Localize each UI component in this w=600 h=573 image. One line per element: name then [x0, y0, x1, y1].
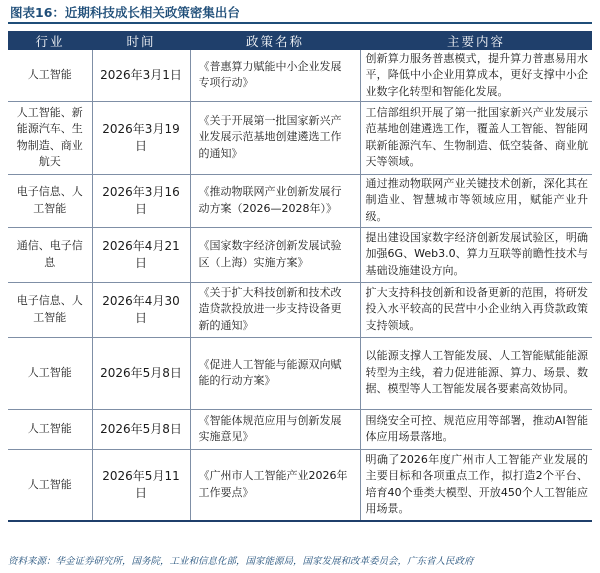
cell-date: 2026年4月21日	[92, 227, 190, 282]
policy-table	[8, 31, 592, 522]
cell-industry: 人工智能	[8, 449, 92, 521]
cell-content: 工信部组织开展了第一批国家新兴产业发展示范基地创建遴选工作，覆盖人工智能、智能网联新能源汽车、生物制造、低空装备、商业航天等领域。	[360, 101, 592, 174]
cell-industry: 人工智能	[8, 337, 92, 409]
table-row	[8, 101, 592, 174]
cell-industry: 人工智能、新能源汽车、生物制造、商业航天	[8, 101, 92, 174]
table-row	[8, 449, 592, 521]
table-row	[8, 409, 592, 449]
cell-date: 2026年5月11日	[92, 449, 190, 521]
cell-industry: 通信、电子信息	[8, 227, 92, 282]
cell-content: 提出建设国家数字经济创新发展试验区，明确加强6G、Web3.0、算力互联等前瞻性技术与基础设施建设方向。	[360, 227, 592, 282]
table-row	[8, 337, 592, 409]
source-note: 资料来源：华金证券研究所，国务院，工业和信息化部，国家能源局，国家发展和改革委员会，广东省人民政府	[8, 556, 474, 567]
header-date: 时间	[92, 31, 190, 50]
figure-title: 图表16：近期科技成长相关政策密集出台	[10, 5, 240, 20]
table-header-row	[8, 31, 592, 50]
table-row	[8, 174, 592, 227]
cell-date: 2026年3月16日	[92, 174, 190, 227]
cell-content: 围绕安全可控、规范应用等部署，推动AI智能体应用场景落地。	[360, 409, 592, 449]
cell-policy: 《关于开展第一批国家新兴产业发展示范基地创建遴选工作的通知》	[190, 101, 360, 174]
header-industry: 行业	[8, 31, 92, 50]
cell-date: 2026年4月30日	[92, 282, 190, 337]
header-policy: 政策名称	[190, 31, 360, 50]
cell-policy: 《关于扩大科技创新和技术改造贷款投放进一步支持设备更新的通知》	[190, 282, 360, 337]
header-content: 主要内容	[360, 31, 592, 50]
cell-content: 通过推动物联网产业关键技术创新，深化其在制造业、智慧城市等领域应用，赋能产业升级。	[360, 174, 592, 227]
cell-date: 2026年3月1日	[92, 50, 190, 101]
cell-content: 扩大支持科技创新和设备更新的范围，将研发投入水平较高的民营中小企业纳入再贷款政策支持领域。	[360, 282, 592, 337]
cell-policy: 《促进人工智能与能源双向赋能的行动方案》	[190, 337, 360, 409]
cell-industry: 人工智能	[8, 50, 92, 101]
table-row	[8, 227, 592, 282]
cell-policy: 《广州市人工智能产业2026年工作要点》	[190, 449, 360, 521]
cell-date: 2026年5月8日	[92, 409, 190, 449]
figure-title-bar	[8, 0, 592, 24]
cell-date: 2026年3月19日	[92, 101, 190, 174]
cell-content: 以能源支撑人工智能发展、人工智能赋能能源转型为主线，着力促进能源、算力、场景、数据、模型等人工智能发展各要素高效协同。	[360, 337, 592, 409]
table-row	[8, 282, 592, 337]
cell-industry: 电子信息、人工智能	[8, 174, 92, 227]
cell-policy: 《智能体规范应用与创新发展实施意见》	[190, 409, 360, 449]
cell-policy: 《推动物联网产业创新发展行动方案（2026—2028年）》	[190, 174, 360, 227]
cell-content: 创新算力服务普惠模式，提升算力普惠易用水平，降低中小企业用算成本，更好支撑中小企业数字化转型和智能化发展。	[360, 50, 592, 101]
cell-content: 明确了2026年度广州市人工智能产业发展的主要目标和各项重点工作，拟打造2个平台、培育40个垂类大模型、开放450个人工智能应用场景。	[360, 449, 592, 521]
cell-industry: 电子信息、人工智能	[8, 282, 92, 337]
cell-date: 2026年5月8日	[92, 337, 190, 409]
cell-industry: 人工智能	[8, 409, 92, 449]
table-row	[8, 50, 592, 101]
cell-policy: 《普惠算力赋能中小企业发展专项行动》	[190, 50, 360, 101]
cell-policy: 《国家数字经济创新发展试验区（上海）实施方案》	[190, 227, 360, 282]
